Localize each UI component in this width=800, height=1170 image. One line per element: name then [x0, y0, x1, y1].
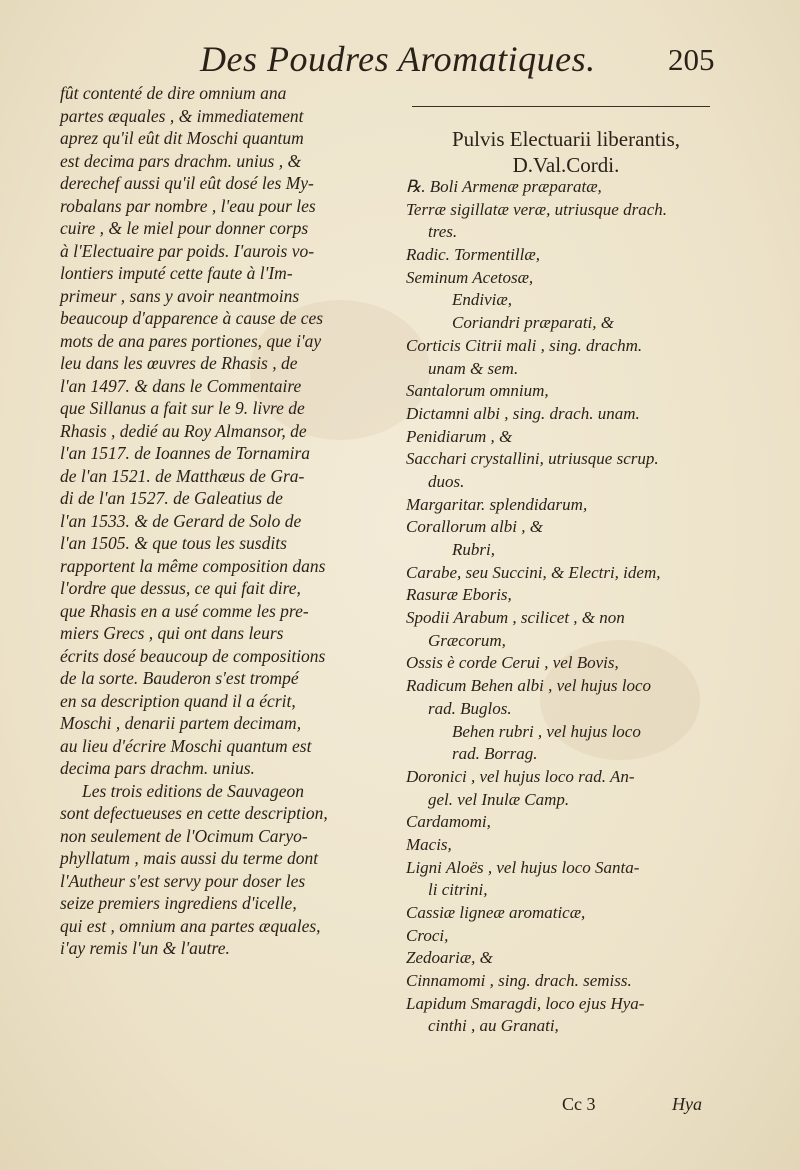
- text-line: miers Grecs , qui ont dans leurs: [60, 623, 284, 643]
- recipe-line: Zedoariæ, &: [406, 948, 493, 968]
- recipe-line: Macis,: [406, 834, 452, 854]
- text-line: l'ordre que dessus, ce qui fait dire,: [60, 578, 301, 598]
- recipe-line: Radic. Tormentillæ,: [406, 245, 540, 265]
- text-line: Les trois editions de Sauvageon: [82, 780, 304, 801]
- section-title-line: Pulvis Electuarii liberantis,: [451, 127, 681, 151]
- running-title: Des Poudres Aromatiques.: [200, 39, 596, 79]
- recipe-line: Dictamni albi , sing. drach. unam.: [406, 403, 640, 423]
- signature-mark: Cc 3: [562, 1094, 596, 1114]
- page-header: [0, 38, 800, 88]
- recipe-line: Terræ sigillatæ veræ, utriusque drach.: [406, 199, 668, 219]
- text-line: di de l'an 1527. de Galeatius de: [60, 488, 283, 508]
- text-line: l'an 1533. & de Gerard de Solo de: [60, 510, 302, 531]
- text-line: beaucoup d'apparence à cause de ces: [60, 308, 324, 328]
- recipe-line: Lapidum Smaragdi, loco ejus Hya-: [406, 993, 645, 1013]
- text-line: écrits dosé beaucoup de compositions: [60, 645, 326, 666]
- text-line: de la sorte. Bauderon s'est trompé: [60, 668, 299, 688]
- recipe-line: Rasuræ Eboris,: [406, 585, 512, 605]
- recipe-line: Croci,: [406, 925, 449, 945]
- text-line: à l'Electuaire par poids. I'aurois vo-: [60, 240, 315, 261]
- right-column: [406, 176, 726, 1038]
- recipe-line: Coriandri præparati, &: [452, 313, 615, 333]
- text-line: au lieu d'écrire Moschi quantum est: [60, 735, 312, 756]
- recipe-line: Cassiæ ligneæ aromaticæ,: [406, 903, 586, 922]
- recipe-line: Margaritar. splendidarum,: [406, 494, 588, 514]
- text-line: partes æquales , & immediatement: [60, 105, 304, 126]
- text-line: leu dans les œuvres de Rhasis , de: [60, 353, 298, 373]
- column-rule: [412, 106, 710, 107]
- recipe-line: Seminum Acetosæ,: [406, 267, 534, 287]
- text-line: rapportent la même composition dans: [60, 555, 326, 576]
- text-line: en sa description quand il a écrit,: [60, 690, 296, 711]
- catchword: Hya: [672, 1094, 702, 1114]
- recipe-line: Græcorum,: [428, 630, 506, 650]
- text-line: sont defectueuses en cette description,: [60, 803, 328, 823]
- text-line: i'ay remis l'un & l'autre.: [60, 938, 230, 958]
- section-title-line: D.Val.Cordi.: [512, 153, 620, 177]
- recipe-line: Corticis Citrii mali , sing. drachm.: [406, 335, 643, 355]
- recipe-line: Radicum Behen albi , vel hujus loco: [406, 676, 652, 696]
- text-line: decima pars drachm. unius.: [60, 758, 255, 778]
- recipe-line: Santalorum omnium,: [406, 381, 549, 401]
- text-line: Rhasis , dedié au Roy Almansor, de: [60, 420, 307, 441]
- left-column: [60, 82, 390, 960]
- recipe-line: Ligni Aloës , vel hujus loco Santa-: [406, 857, 640, 877]
- recipe-line: Doronici , vel hujus loco rad. An-: [406, 766, 635, 786]
- text-line: derechef aussi qu'il eût dosé les My-: [60, 173, 314, 193]
- text-line: l'an 1497. & dans le Commentaire: [60, 375, 302, 396]
- recipe-line: rad. Buglos.: [428, 698, 512, 718]
- recipe-line: Sacchari crystallini, utriusque scrup.: [406, 449, 659, 469]
- text-line: l'an 1517. de Ioannes de Tornamira: [60, 443, 311, 463]
- text-line: aprez qu'il eût dit Moschi quantum: [60, 128, 304, 148]
- recipe-line: Carabe, seu Succini, & Electri, idem,: [406, 562, 661, 582]
- section-title: [406, 126, 726, 178]
- recipe-line: Endiviæ,: [452, 290, 512, 310]
- text-line: que Rhasis en a usé comme les pre-: [60, 600, 309, 621]
- text-line: l'Autheur s'est servy pour doser les: [60, 870, 306, 891]
- recipe-line: duos.: [428, 471, 465, 491]
- recipe-line: Rubri,: [452, 540, 495, 559]
- recipe-line: tres.: [428, 222, 458, 242]
- text-line: lontiers imputé cette faute à l'Im-: [60, 263, 293, 283]
- recipe-line: gel. vel Inulæ Camp.: [428, 789, 570, 809]
- recipe-line: li citrini,: [428, 880, 488, 900]
- text-line: mots de ana pares portiones, que i'ay: [60, 330, 322, 351]
- text-line: non seulement de l'Ocimum Caryo-: [60, 825, 308, 846]
- text-line: est decima pars drachm. unius , &: [60, 150, 302, 171]
- text-line: robalans par nombre , l'eau pour les: [60, 195, 316, 216]
- text-line: fût contenté de dire omnium ana: [60, 83, 287, 103]
- recipe-line: Spodii Arabum , scilicet , & non: [406, 608, 625, 628]
- text-line: Moschi , denarii partem decimam,: [60, 713, 302, 733]
- text-line: qui est , omnium ana partes æquales,: [60, 915, 321, 936]
- recipe-line: Ossis è corde Cerui , vel Bovis,: [406, 653, 619, 673]
- recipe-line: rad. Borrag.: [452, 744, 538, 764]
- recipe-line: Corallorum albi , &: [406, 517, 543, 537]
- page-number: 205: [668, 42, 715, 77]
- text-line: que Sillanus a fait sur le 9. livre de: [60, 398, 305, 418]
- text-line: seize premiers ingrediens d'icelle,: [60, 893, 297, 913]
- text-line: cuire , & le miel pour donner corps: [60, 218, 309, 238]
- recipe-line: Behen rubri , vel hujus loco: [452, 721, 641, 741]
- text-line: de l'an 1521. de Matthæus de Gra-: [60, 465, 305, 486]
- recipe-line: Cinnamomi , sing. drach. semiss.: [406, 971, 632, 991]
- text-line: phyllatum , mais aussi du terme dont: [60, 848, 319, 868]
- recipe-line: Cardamomi,: [406, 812, 491, 832]
- recipe-line: Penidiarum , &: [406, 426, 513, 446]
- text-line: primeur , sans y avoir neantmoins: [60, 285, 300, 306]
- recipe-line: cinthi , au Granati,: [428, 1016, 559, 1036]
- recipe-line: unam & sem.: [428, 358, 519, 378]
- text-line: l'an 1505. & que tous les susdits: [60, 533, 287, 553]
- recipe-line: ℞. Boli Armenæ præparatæ,: [406, 177, 602, 196]
